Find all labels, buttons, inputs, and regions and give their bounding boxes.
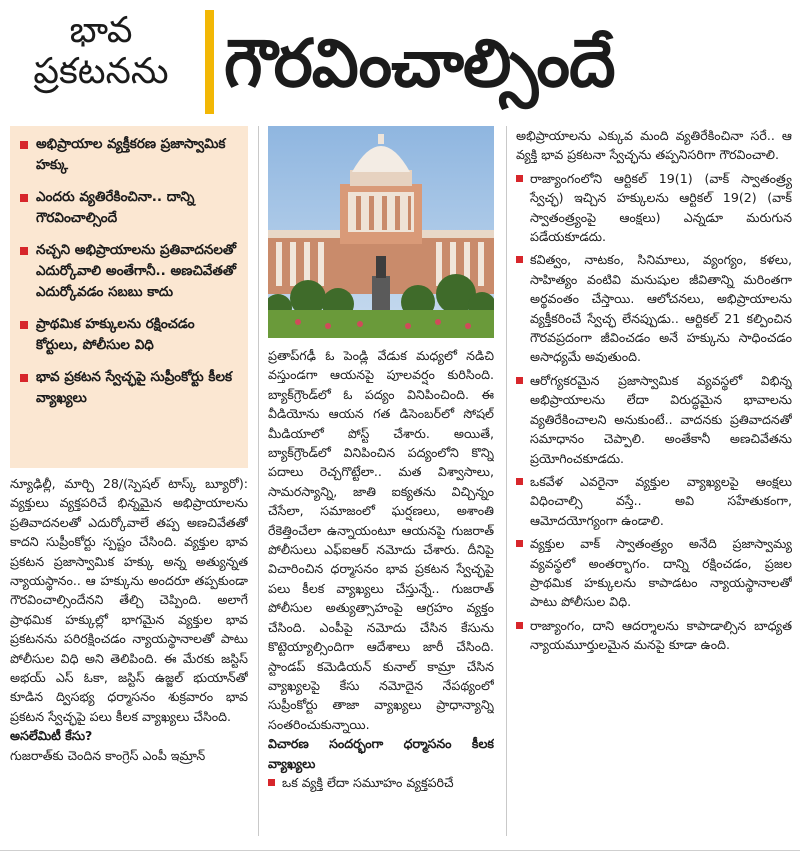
kicker-line-2: ప్రకటనను	[33, 51, 169, 93]
bullet-icon	[516, 478, 523, 485]
accent-bar	[205, 10, 214, 114]
supreme-court-building-icon	[268, 126, 494, 338]
body-paragraph: ప్రతాప్‌గఢీ ఓ పెండ్లి వేడుక మధ్యలో నడిచి వస్తుండగా ఆయనపై పూలవర్షం కురిసింది. బ్యాక్‌గ్రౌండ్‌లో ఓ పద్యం వినిపించింది. ఈ వీడియోను ఆయన గత డిసెంబర్‌లో సోషల్ మీడియాలో పోస్ట్ చేశారు. అయితే, బ్యాక్‌గ్రౌండ్‌లో వినిపించిన పద్యంలోని కొన్ని పదాలు రెచ్చగొట్టేలా.. మత విశ్వాసాలు, సామరస్యాన్ని, జాతి ఐక్యతను విచ్చిన్నం చేసేలా, సమాజంలో ఘర్షణలు, అశాంతి రేకెత్తించేలా ఉన్నాయంటూ ఆయనపై గుజరాత్ పోలీసులు ఎఫ్‌ఐఆర్ నమోదు చేశారు. దీనిపై విచారించిన ధర్మాసనం భావ ప్రకటన స్వేచ్ఛపై పలు కీలక వ్యాఖ్యలు చేస్తున్నే.. గుజరాత్ పోలీసుల అత్యుత్సాహంపై ఆగ్రహం వ్యక్తం చేసింది. ఎంపీపై నమోదు చేసిన కేసును కొట్టెయ్యాల్సిందిగా ఆదేశాలు జారీ చేసింది. స్టాండప్ కమెడియన్ కునాల్ కామ్రా చేసిన వ్యాఖ్యలపై కేసు నమోదైన నేపథ్యంలో సుప్రీంకోర్టు తాజా వ్యాఖ్యలు ప్రాధాన్యాన్ని సంతరించుకున్నాయి.	[268, 348, 494, 732]
body-paragraph: అభిప్రాయాలను ఎక్కువ మంది వ్యతిరేకించినా సరే.. ఆ వ్యక్తి భావ ప్రకటనా స్వేచ్ఛను తప్పనిసరిగా గౌరవించాలి.	[516, 128, 792, 163]
bullet-icon	[20, 194, 28, 202]
highlight-text: అభిప్రాయాల వ్యక్తీకరణ ప్రజాస్వామిక హక్కు	[36, 136, 226, 173]
supreme-court-photo	[268, 126, 494, 338]
article-column-1	[10, 474, 248, 844]
highlights-box	[10, 126, 248, 468]
highlight-text: ఎందరు వ్యతిరేకించినా.. దాన్ని గౌరవించాల్సిందే	[36, 189, 195, 226]
highlight-item	[18, 187, 240, 229]
column-divider	[506, 126, 507, 836]
list-item	[268, 773, 494, 792]
list-item	[516, 534, 792, 612]
bullet-icon	[516, 540, 523, 547]
list-item	[516, 169, 792, 247]
list-item-text: ఒక వ్యక్తి లేదా సమూహం వ్యక్తపరిచే	[282, 774, 454, 790]
subheading: అసలేమిటీ కేసు?	[10, 728, 93, 744]
headline: గౌరవించాల్సిందే	[224, 25, 615, 102]
list-item	[516, 616, 792, 655]
bullet-icon	[20, 374, 28, 382]
list-item-text: రాజ్యాంగం, దాని ఆదర్శాలను కాపాడాల్సిన బాధ్యత న్యాయమూర్తులమైన మనపై కూడా ఉంది.	[530, 617, 792, 653]
kicker	[10, 10, 192, 93]
subheading: విచారణ సందర్భంగా ధర్మాసనం కీలక వ్యాఖ్యలు	[268, 736, 494, 771]
kicker-line-1: భావ	[69, 10, 133, 51]
bullet-icon	[516, 256, 523, 263]
bullet-icon	[20, 247, 28, 255]
list-item-text: రాజ్యాంగంలోని ఆర్టికల్ 19(1) (వాక్ స్వాతంత్ర్య స్వేచ్ఛ) ఇచ్చిన హక్కులను ఆర్టికల్ 19(2) (వాక్ స్వాతంత్ర్యంపై ఆంక్షలు) ఎన్నడూ మరుగున పడేయకూడదు.	[530, 170, 792, 245]
highlight-item	[18, 314, 240, 356]
list-item-text: వ్యక్తుల వాక్ స్వాతంత్ర్యం అనేది ప్రజాస్వామ్య వ్యవస్థలో అంతర్భాగం. దాన్ని రక్షించడం, ప్రజల ప్రాథమిక హక్కులను కాపాడటం న్యాయస్థానాలతో పాటు పోలీసుల విధి.	[530, 536, 792, 610]
highlight-text: భావ ప్రకటన స్వేచ్ఛపై సుప్రీంకోర్టు కీలక వ్యాఖ్యలు	[36, 369, 233, 406]
column-divider	[258, 126, 259, 836]
bullet-icon	[516, 175, 523, 182]
highlight-item	[18, 367, 240, 409]
article-column-2	[268, 346, 494, 844]
bullet-icon	[20, 321, 28, 329]
list-item	[516, 472, 792, 530]
article-column-3	[516, 126, 792, 844]
highlight-item	[18, 240, 240, 303]
bullet-icon	[20, 141, 28, 149]
highlight-item	[18, 134, 240, 176]
list-item	[516, 371, 792, 468]
body-paragraph: న్యూఢిల్లీ, మార్చి 28/(స్పెషల్ టాస్క్ బ్యూరో): వ్యక్తులు వ్యక్తపరిచే భిన్నమైన అభిప్రాయాలను ప్రతివాదనలతో ఎదుర్కోవాలే తప్ప అణచివేతతో కాదని సుప్రీంకోర్టు స్పష్టం చేసింది. వ్యక్తుల భావ ప్రకటన ప్రజాస్వామిక హక్కు అన్న అత్యున్నత న్యాయస్థానం.. ఆ హక్కును అందరూ తప్పకుండా గౌరవించాల్సిందేనని తేల్చి చెప్పింది. అలాగే ప్రాథమిక హక్కుల్లో భాగమైన వ్యక్తుల భావ ప్రకటనను పరిరక్షించడం న్యాయస్థానాలతో పాటు పోలీసుల విధి అని తెలిపింది. ఈ మేరకు జస్టిస్ అభయ్ ఎస్ ఓకా, జస్టిస్ ఉజ్జల్ భుయాన్‌తో కూడిన ద్విసభ్య ధర్మాసనం శుక్రవారం భావ ప్రకటన స్వేచ్ఛపై పలు కీలక వ్యాఖ్యలు చేసింది.	[10, 476, 248, 724]
body-paragraph: గుజరాత్‌కు చెందిన కాంగ్రెస్ ఎంపీ ఇమ్రాన్	[10, 747, 206, 763]
bullet-icon	[268, 779, 275, 786]
highlight-text: నచ్చని అభిప్రాయాలను ప్రతివాదనలతో ఎదుర్కోవాలి అంతేగానీ.. అణచివేతతో ఎదుర్కోవడం సబబు కాదు	[36, 242, 237, 300]
list-item-text: ఆరోగ్యకరమైన ప్రజాస్వామిక వ్యవస్థలో విభిన్న అభిప్రాయాలను లేదా విరుద్ధమైన భావాలను వ్యతిరేకించాలని అనుకుంటే.. వాదనకు ప్రతివాదనతో సమాధానం చెప్పాలి. అంతేకానీ అణచివేతను ప్రయోగించకూడదు.	[530, 372, 792, 466]
bullet-icon	[516, 622, 523, 629]
list-item	[516, 250, 792, 366]
list-item-text: కవిత్వం, నాటకం, సినిమాలు, వ్యంగ్యం, కళలు, సాహిత్యం వంటివి మనుషుల జీవితాన్ని మరింతగా అర్థవంతం చేస్తాయి. ఆలోచనలు, అభిప్రాయాలను వ్యక్తీకరించే స్వేచ్ఛ లేనప్పుడు.. ఆర్టికల్ 21 కల్పించిన గౌరవప్రదంగా జీవించడం అనే హక్కును సాధించడం అసాధ్యమే అవుతుంది.	[530, 252, 792, 365]
bottom-divider	[0, 850, 800, 851]
bullet-icon	[516, 377, 523, 384]
highlight-text: ప్రాథమిక హక్కులను రక్షించడం కోర్టులు, పోలీసుల విధి	[36, 316, 195, 353]
list-item-text: ఒకవేళ ఎవరైనా వ్యక్తుల వ్యాఖ్యలపై ఆంక్షలు విధించాల్సి వస్తే.. అవి సహేతుకంగా, ఆమోదయోగ్యంగా ఉండాలి.	[530, 473, 792, 528]
